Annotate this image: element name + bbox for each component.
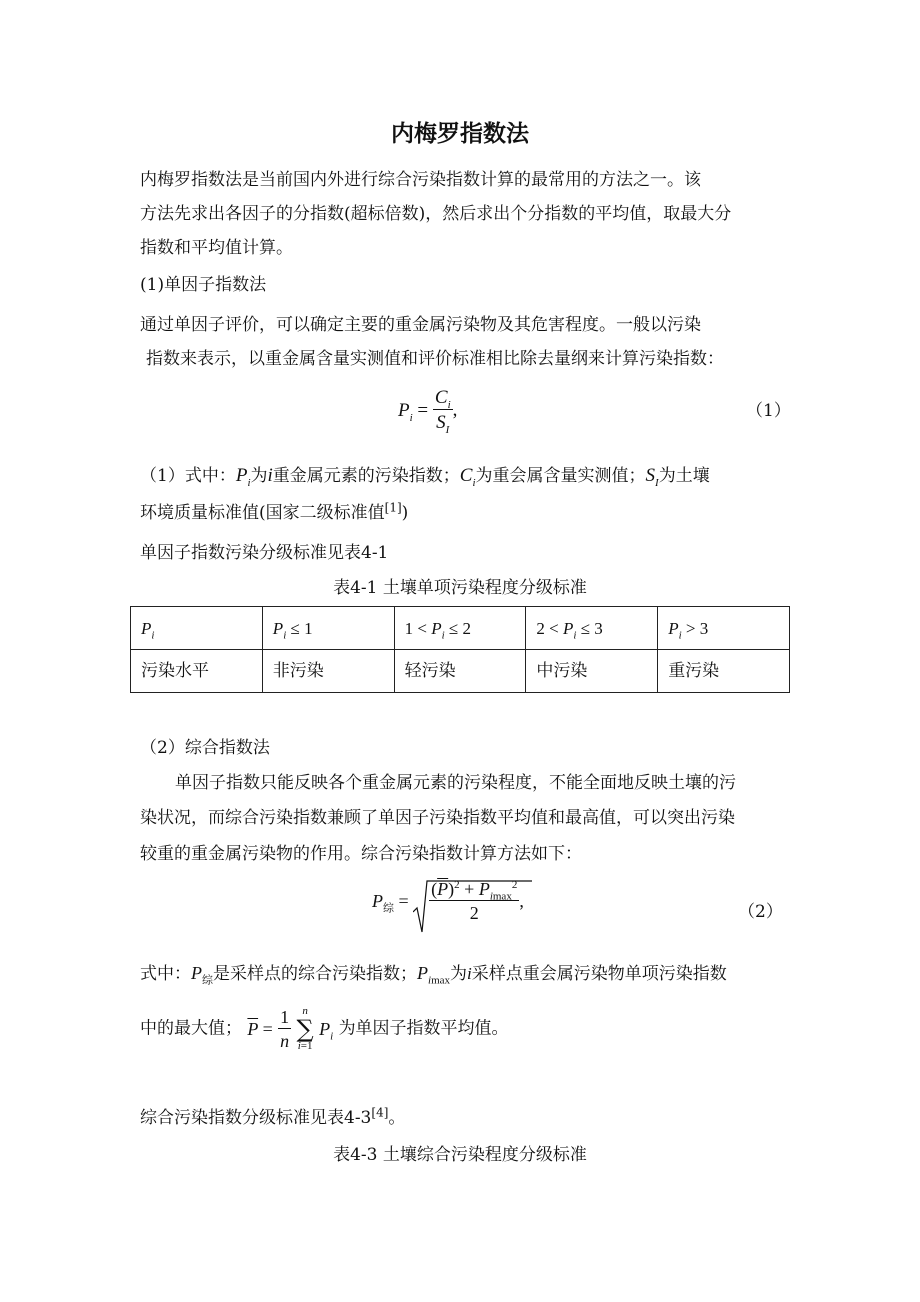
section1-where-line-2: 环境质量标准值(国家二级标准值[1]): [140, 500, 409, 523]
table-4-1: [130, 606, 790, 693]
intro-line-3: 指数和平均值计算。: [140, 238, 293, 258]
table-4-3-reference: 综合污染指数分级标准见表4-3[4]。: [140, 1105, 406, 1128]
equation-1: $P_i$ = $\frac{C_i}{S_I}$ ,: [398, 387, 458, 436]
page-title: 内梅罗指数法: [391, 121, 529, 147]
table-4-1-caption: 表4-1 土壤单项污染程度分级标准: [333, 578, 587, 598]
table-cell: 非污染: [262, 650, 394, 693]
equation-2-number: （2）: [738, 902, 783, 922]
equation-1-number: （1）: [746, 401, 791, 421]
section2-line-2: 染状况，而综合污染指数兼顾了单因子污染指数平均值和最高值，可以突出污染: [140, 808, 735, 828]
table-cell: 重污染: [658, 650, 790, 693]
section2-where-line-1: 式中：$P_综$是采样点的综合污染指数；$P_{imax}$为i采样点重会属污染物单项污染指数: [140, 963, 727, 987]
section2-where-line-2: 中的最大值； $\overline{P}$ = $\frac{1}{n}$ n ∑ i=1 $P_i$ 为单因子指数平均值。: [140, 1005, 509, 1052]
table-row: [131, 650, 790, 693]
table-cell: $P_i$: [131, 607, 263, 650]
table-row: [131, 607, 790, 650]
section1-heading: (1)单因子指数法: [140, 275, 267, 295]
section2-line-1: 单因子指数只能反映各个重金属元素的污染程度，不能全面地反映土壤的污: [175, 773, 736, 793]
table-cell: $P_i > 3$: [658, 607, 790, 650]
intro-line-2: 方法先求出各因子的分指数(超标倍数)，然后求出个分指数的平均值，取最大分: [140, 204, 732, 224]
intro-line-1: 内梅罗指数法是当前国内外进行综合污染指数计算的最常用的方法之一。该: [140, 170, 701, 190]
table-4-3-caption: 表4-3 土壤综合污染程度分级标准: [333, 1145, 587, 1165]
section2-line-3: 较重的重金属污染物的作用。综合污染指数计算方法如下：: [140, 844, 582, 864]
table-cell: 中污染: [526, 650, 658, 693]
table-4-1-reference: 单因子指数污染分级标准见表4-1: [140, 543, 389, 563]
section1-line-1: 通过单因子评价，可以确定主要的重金属污染物及其危害程度。一般以污染: [140, 315, 701, 335]
equation-2: $P_综$ = $\frac{(\overline{P})^2 + P_{imax}^2}{2}$ ,: [372, 880, 524, 922]
section1-where-line-1: （1）式中：$P_i$为i重金属元素的污染指数；$C_i$为重会属含量实测值；$S_I$为土壤: [140, 465, 710, 489]
table-cell: 轻污染: [394, 650, 526, 693]
table-cell: $P_i \le 1$: [262, 607, 394, 650]
section1-line-2: 指数来表示，以重金属含量实测值和评价标准相比除去量纲来计算污染指数：: [146, 349, 724, 369]
table-cell: 污染水平: [131, 650, 263, 693]
table-cell: $1 < P_i \le 2$: [394, 607, 526, 650]
square-root-icon: [413, 878, 533, 936]
section2-heading: （2）综合指数法: [140, 738, 270, 758]
table-cell: $2 < P_i \le 3$: [526, 607, 658, 650]
